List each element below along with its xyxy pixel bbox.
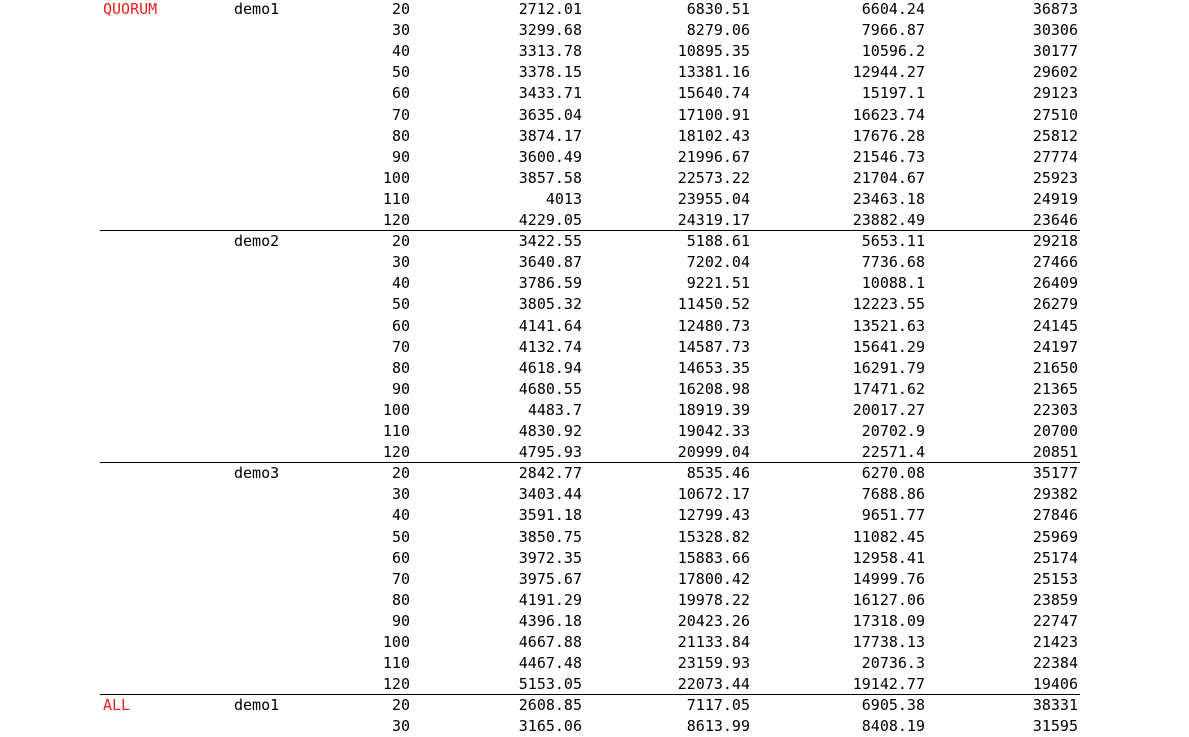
value4-cell: 30177 (1032, 42, 1078, 61)
concurrency-cell: 30 (391, 717, 410, 736)
value4-cell: 21423 (1032, 633, 1078, 651)
value3-cell: 23882.49 (852, 211, 925, 229)
concurrency-cell: 50 (391, 295, 410, 314)
value2-cell: 5188.61 (686, 232, 750, 251)
value1-cell: 4467.48 (518, 654, 582, 673)
table-row (0, 62, 1189, 83)
value1-cell: 5153.05 (518, 675, 582, 694)
value2-cell: 17100.91 (677, 105, 750, 124)
table-row (0, 674, 1189, 695)
value4-cell: 23859 (1032, 590, 1078, 609)
concurrency-cell: 20 (391, 696, 410, 715)
value4-cell: 29123 (1032, 84, 1078, 103)
value3-cell: 17471.62 (852, 379, 925, 398)
value3-cell: 12944.27 (852, 63, 925, 82)
concurrency-cell: 110 (382, 189, 410, 208)
value1-cell: 3640.87 (518, 253, 582, 272)
value2-cell: 9221.51 (686, 274, 750, 293)
concurrency-cell: 120 (382, 675, 410, 694)
table-row (0, 611, 1189, 632)
concurrency-cell: 100 (382, 633, 410, 651)
value2-cell: 14653.35 (677, 358, 750, 377)
table-row (0, 484, 1189, 505)
value2-cell: 15640.74 (677, 84, 750, 103)
value3-cell: 10088.1 (861, 274, 925, 293)
value3-cell: 15197.1 (861, 84, 925, 103)
value1-cell: 4132.74 (518, 337, 582, 356)
value1-cell: 3805.32 (518, 295, 582, 314)
value4-cell: 27510 (1032, 105, 1078, 124)
table-row (0, 527, 1189, 548)
value1-cell: 3850.75 (518, 527, 582, 546)
value3-cell: 20017.27 (852, 400, 925, 419)
value2-cell: 18102.43 (677, 126, 750, 145)
value1-cell: 3786.59 (518, 274, 582, 293)
value4-cell: 24919 (1032, 189, 1078, 208)
table-row (0, 41, 1189, 62)
value1-cell: 4229.05 (518, 211, 582, 229)
value2-cell: 10672.17 (677, 485, 750, 504)
value3-cell: 9651.77 (861, 506, 925, 525)
value4-cell: 35177 (1032, 464, 1078, 483)
value1-cell: 4618.94 (518, 358, 582, 377)
concurrency-cell: 120 (382, 211, 410, 229)
concurrency-cell: 120 (382, 443, 410, 462)
value3-cell: 10596.2 (861, 42, 925, 61)
value1-cell: 3635.04 (518, 105, 582, 124)
concurrency-cell: 70 (391, 337, 410, 356)
value1-cell: 4667.88 (518, 633, 582, 651)
value3-cell: 6905.38 (861, 696, 925, 715)
value2-cell: 12480.73 (677, 316, 750, 335)
table-row (0, 695, 1189, 716)
value4-cell: 27846 (1032, 506, 1078, 525)
value4-cell: 26279 (1032, 295, 1078, 314)
concurrency-cell: 110 (382, 654, 410, 673)
concurrency-cell: 90 (391, 611, 410, 630)
table-row (0, 126, 1189, 147)
value3-cell: 22571.4 (861, 443, 925, 462)
value2-cell: 12799.43 (677, 506, 750, 525)
value1-cell: 3857.58 (518, 168, 582, 187)
table-row (0, 548, 1189, 569)
value2-cell: 14587.73 (677, 337, 750, 356)
value3-cell: 16127.06 (852, 590, 925, 609)
table-row (0, 505, 1189, 526)
value2-cell: 19978.22 (677, 590, 750, 609)
table-row (0, 569, 1189, 590)
value1-cell: 4013 (545, 189, 582, 208)
value4-cell: 29602 (1032, 63, 1078, 82)
value4-cell: 38331 (1032, 696, 1078, 715)
concurrency-cell: 80 (391, 358, 410, 377)
concurrency-cell: 100 (382, 168, 410, 187)
concurrency-cell: 50 (391, 63, 410, 82)
value3-cell: 8408.19 (861, 717, 925, 736)
value2-cell: 21996.67 (677, 147, 750, 166)
value3-cell: 15641.29 (852, 337, 925, 356)
value2-cell: 22573.22 (677, 168, 750, 187)
table-row (0, 442, 1189, 463)
demo-cell: demo1 (234, 0, 280, 18)
value2-cell: 24319.17 (677, 211, 750, 229)
table-row (0, 632, 1189, 653)
concurrency-cell: 20 (391, 232, 410, 251)
concurrency-cell: 20 (391, 0, 410, 18)
table-row (0, 379, 1189, 400)
value4-cell: 30306 (1032, 21, 1078, 40)
value3-cell: 17676.28 (852, 126, 925, 145)
value1-cell: 4795.93 (518, 443, 582, 462)
value3-cell: 17318.09 (852, 611, 925, 630)
value2-cell: 8535.46 (686, 464, 750, 483)
value2-cell: 8613.99 (686, 717, 750, 736)
value1-cell: 3378.15 (518, 63, 582, 82)
concurrency-cell: 70 (391, 105, 410, 124)
value1-cell: 3313.78 (518, 42, 582, 61)
value4-cell: 22384 (1032, 654, 1078, 673)
concurrency-cell: 40 (391, 42, 410, 61)
value2-cell: 20423.26 (677, 611, 750, 630)
table-row (0, 168, 1189, 189)
table-row (0, 273, 1189, 294)
value3-cell: 7736.68 (861, 253, 925, 272)
table-row (0, 463, 1189, 484)
value1-cell: 3433.71 (518, 84, 582, 103)
value3-cell: 14999.76 (852, 569, 925, 588)
mode-cell: ALL (103, 696, 131, 715)
value4-cell: 25969 (1032, 527, 1078, 546)
table-row (0, 210, 1189, 231)
value4-cell: 22747 (1032, 611, 1078, 630)
table-row (0, 252, 1189, 273)
value3-cell: 7688.86 (861, 485, 925, 504)
value4-cell: 25812 (1032, 126, 1078, 145)
value3-cell: 20702.9 (861, 422, 925, 440)
value2-cell: 11450.52 (677, 295, 750, 314)
value1-cell: 2842.77 (518, 464, 582, 483)
concurrency-cell: 40 (391, 506, 410, 525)
concurrency-cell: 90 (391, 379, 410, 398)
value4-cell: 27466 (1032, 253, 1078, 272)
value2-cell: 17800.42 (677, 569, 750, 588)
table-row (0, 189, 1189, 210)
demo-cell: demo3 (234, 464, 280, 483)
value1-cell: 3874.17 (518, 126, 582, 145)
value4-cell: 20700 (1032, 422, 1078, 440)
table-row (0, 83, 1189, 104)
value2-cell: 6830.51 (686, 0, 750, 18)
value2-cell: 15883.66 (677, 548, 750, 567)
concurrency-cell: 20 (391, 464, 410, 483)
value3-cell: 13521.63 (852, 316, 925, 335)
value4-cell: 29382 (1032, 485, 1078, 504)
value1-cell: 3422.55 (518, 232, 582, 251)
value1-cell: 3972.35 (518, 548, 582, 567)
value3-cell: 7966.87 (861, 21, 925, 40)
table-row (0, 316, 1189, 337)
value2-cell: 18919.39 (677, 400, 750, 419)
value3-cell: 6270.08 (861, 464, 925, 483)
concurrency-cell: 60 (391, 548, 410, 567)
table-row (0, 105, 1189, 126)
value3-cell: 5653.11 (861, 232, 925, 251)
table-row (0, 231, 1189, 252)
value2-cell: 19042.33 (677, 422, 750, 440)
mode-cell: QUORUM (103, 0, 158, 18)
table-row (0, 653, 1189, 674)
value4-cell: 25153 (1032, 569, 1078, 588)
table-row (0, 590, 1189, 611)
value4-cell: 20851 (1032, 443, 1078, 462)
value1-cell: 3165.06 (518, 717, 582, 736)
value4-cell: 25174 (1032, 548, 1078, 567)
table-row (0, 294, 1189, 315)
value3-cell: 19142.77 (852, 675, 925, 694)
value4-cell: 36873 (1032, 0, 1078, 18)
value1-cell: 2608.85 (518, 696, 582, 715)
value3-cell: 11082.45 (852, 527, 925, 546)
value3-cell: 6604.24 (861, 0, 925, 18)
value1-cell: 4141.64 (518, 316, 582, 335)
table-row (0, 400, 1189, 421)
value2-cell: 22073.44 (677, 675, 750, 694)
concurrency-cell: 50 (391, 527, 410, 546)
value3-cell: 21546.73 (852, 147, 925, 166)
table-row (0, 147, 1189, 168)
table-row (0, 716, 1189, 737)
concurrency-cell: 30 (391, 21, 410, 40)
value2-cell: 23159.93 (677, 654, 750, 673)
value1-cell: 3591.18 (518, 506, 582, 525)
value1-cell: 4830.92 (518, 422, 582, 440)
concurrency-cell: 30 (391, 485, 410, 504)
value4-cell: 24145 (1032, 316, 1078, 335)
table-row (0, 421, 1189, 442)
table-row (0, 20, 1189, 41)
value1-cell: 4191.29 (518, 590, 582, 609)
table-row (0, 337, 1189, 358)
concurrency-cell: 70 (391, 569, 410, 588)
value3-cell: 12958.41 (852, 548, 925, 567)
value2-cell: 7117.05 (686, 696, 750, 715)
value3-cell: 20736.3 (861, 654, 925, 673)
value4-cell: 31595 (1032, 717, 1078, 736)
value3-cell: 23463.18 (852, 189, 925, 208)
value4-cell: 21650 (1032, 358, 1078, 377)
value2-cell: 20999.04 (677, 443, 750, 462)
concurrency-cell: 30 (391, 253, 410, 272)
value4-cell: 27774 (1032, 147, 1078, 166)
value3-cell: 17738.13 (852, 633, 925, 651)
concurrency-cell: 90 (391, 147, 410, 166)
table-row (0, 0, 1189, 20)
concurrency-cell: 80 (391, 126, 410, 145)
value4-cell: 19406 (1032, 675, 1078, 694)
value2-cell: 10895.35 (677, 42, 750, 61)
value3-cell: 16291.79 (852, 358, 925, 377)
value4-cell: 24197 (1032, 337, 1078, 356)
value4-cell: 23646 (1032, 211, 1078, 229)
concurrency-cell: 100 (382, 400, 410, 419)
value1-cell: 2712.01 (518, 0, 582, 18)
value2-cell: 7202.04 (686, 253, 750, 272)
value1-cell: 3299.68 (518, 21, 582, 40)
value4-cell: 26409 (1032, 274, 1078, 293)
table-row (0, 358, 1189, 379)
value4-cell: 29218 (1032, 232, 1078, 251)
concurrency-cell: 60 (391, 84, 410, 103)
value4-cell: 21365 (1032, 379, 1078, 398)
value1-cell: 4396.18 (518, 611, 582, 630)
value4-cell: 25923 (1032, 168, 1078, 187)
concurrency-cell: 60 (391, 316, 410, 335)
concurrency-cell: 80 (391, 590, 410, 609)
demo-cell: demo2 (234, 232, 280, 251)
value2-cell: 13381.16 (677, 63, 750, 82)
value2-cell: 15328.82 (677, 527, 750, 546)
concurrency-cell: 40 (391, 274, 410, 293)
value1-cell: 4680.55 (518, 379, 582, 398)
value1-cell: 3975.67 (518, 569, 582, 588)
value2-cell: 8279.06 (686, 21, 750, 40)
value3-cell: 12223.55 (852, 295, 925, 314)
value1-cell: 4483.7 (527, 400, 582, 419)
concurrency-cell: 110 (382, 422, 410, 440)
value3-cell: 21704.67 (852, 168, 925, 187)
value2-cell: 21133.84 (677, 633, 750, 651)
value4-cell: 22303 (1032, 400, 1078, 419)
demo-cell: demo1 (234, 696, 280, 715)
value2-cell: 23955.04 (677, 189, 750, 208)
value3-cell: 16623.74 (852, 105, 925, 124)
value1-cell: 3600.49 (518, 147, 582, 166)
value2-cell: 16208.98 (677, 379, 750, 398)
value1-cell: 3403.44 (518, 485, 582, 504)
